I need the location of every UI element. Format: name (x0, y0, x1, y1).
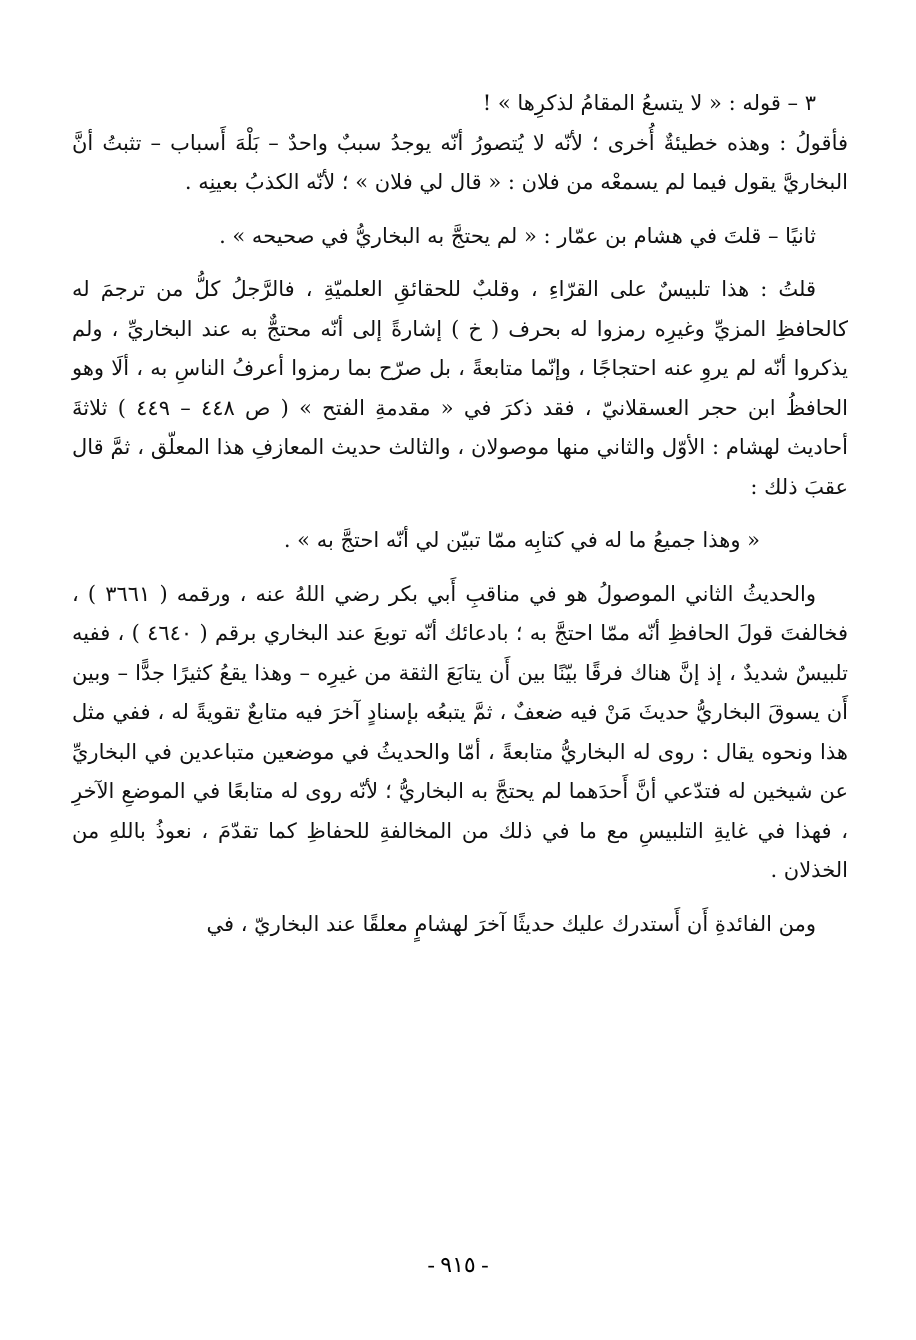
paragraph-continuation: ومن الفائدةِ أَن أَستدرك عليك حديثًا آخرَ لهشامٍ معلقًا عند البخاريّ ، في (206, 911, 816, 936)
paragraph-response-1: فأقولُ : وهذه خطيئةٌ أُخرى ؛ لأنّه لا يُتصورُ أنّه يوجدُ سببٌ واحدٌ – بَلْهَ أَسباب – تثبتُ أنَّ البخاريَّ يقول فيما لم يسمعْه من فلان : « قال لي فلان » ؛ لأنّه الكذبُ بعينِه . (72, 130, 849, 194)
paragraph-point-3: ٣ – قوله : « لا يتسعُ المقامُ لذكرِها » ! (482, 91, 816, 115)
block-quote: « وهذا جميعُ ما له في كتابِه ممّا تبيّن لي أنّه احتجَّ به » . (283, 528, 760, 552)
paragraph-point-secondly: ثانيًا – قلتَ في هشام بن عمّار : « لم يحتجَّ به البخاريُّ في صحيحه » . (219, 223, 816, 248)
page-number: - ٩١٥ - (427, 1252, 489, 1277)
paragraph-second-hadith: والحديثُ الثاني الموصولُ هو في مناقبِ أَبي بكر رضي اللهُ عنه ، ورقمه ( ٣٦٦١ ) ، فخالفتَ قولَ الحافظِ أنّه ممّا احتجَّ به ؛ بادعائك أنّه توبعَ عند البخاري برقم ( ٤٦٤٠ ) ، ففيه تلبيسٌ شديدٌ ، إذ إنَّ هناك فرقًا بيّنًا بين أَن يتابَعَ الثقة من غيرِه – وهذا يقعُ كثيرًا جدًّا – وبين أَن يسوقَ البخاريُّ حديثَ مَنْ فيه ضعفٌ ، ثمَّ يتبعُه بإسنادٍ آخرَ فيه متابعٌ تقويةً له ، ففي مثل هذا ونحوه يقال : روى له البخاريُّ متابعةً ، أمّا والحديثُ في موضعين متباعدين في البخاريِّ عن شيخين له فتدّعي أنَّ أَحدَهما لم يحتجَّ به البخاريُّ ؛ لأنّه روى له متابعًا في الموضعِ الآخرِ ، فهذا في غايةِ التلبيسِ مع ما في ذلك من المخالفةِ للحفاظِ كما تقدّمَ ، نعوذُ باللهِ من الخذلان . (72, 581, 848, 882)
paragraph-response-2: قلتُ : هذا تلبيسٌ على القرّاءِ ، وقلبٌ للحقائقِ العلميّةِ ، فالرَّجلُ كلُّ من ترجمَ له كالحافظِ المزيِّ وغيرِه رمزوا له بحرف ( خ ) إشارةً إلى أنّه محتجٌّ به عند البخاريِّ ، ولم يذكروا أنّه لم يروِ عنه احتجاجًا ، وإنّما متابعةً ، بل صرّح بما رمزوا أعرفُ الناسِ به ، ألَا وهو الحافظُ ابن حجر العسقلانيّ ، فقد ذكرَ في « مقدمةِ الفتح » ( ص ٤٤٨ – ٤٤٩ ) ثلاثةَ أحاديث لهشام : الأوّل والثاني منها موصولان ، والثالث حديث المعازفِ هذا المعلّق ، ثمَّ قال عقبَ ذلك : (72, 277, 848, 499)
